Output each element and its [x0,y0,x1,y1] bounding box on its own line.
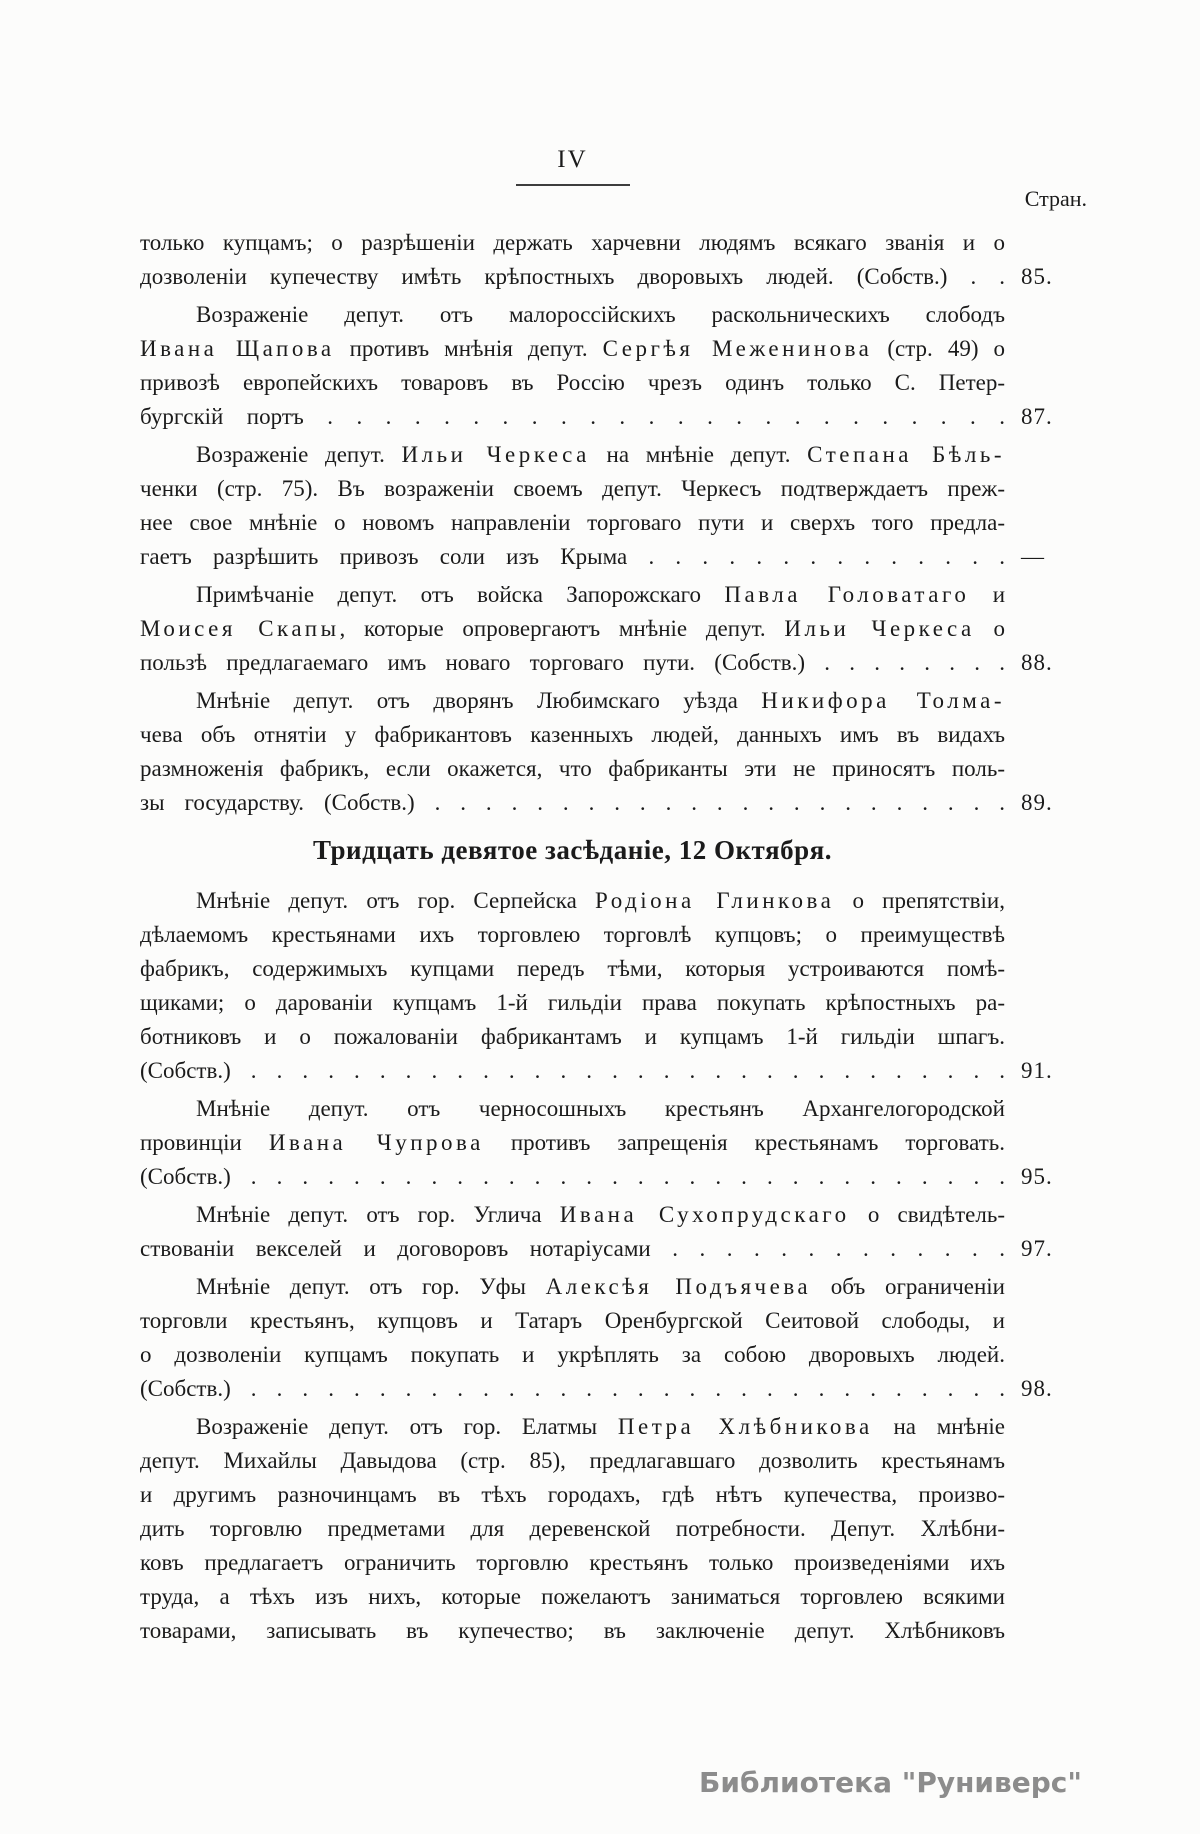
toc-line [140,684,1005,718]
person-name: Никифора Толма- [761,688,1005,713]
toc-line [140,646,1053,680]
toc-entry [140,578,1053,680]
toc-line [140,1444,1005,1478]
person-name: Петра Хлѣбникова [617,1414,873,1439]
header-rule [516,184,630,186]
library-watermark: Библиотека "Руниверс" [698,1766,1082,1799]
toc-line [140,366,1005,400]
toc-line [140,752,1005,786]
line-text: (стр. 49) о [872,336,1006,361]
line-text: Примѣчаніе депут. отъ войска Запорожскаго [196,582,725,607]
line-text: Мнѣніе депут. отъ черносошныхъ крестьянъ Архангелогородской [196,1096,1005,1121]
toc-line [140,578,1005,612]
line-text: (Собств.) . . . . . . . . . . . . . . . . . . . . . . . . . . . . . . [140,1376,1005,1401]
line-text: на мнѣніе [872,1414,1005,1439]
line-text: товарами, записывать въ купечество; въ заключеніе депут. Хлѣбниковъ [140,1618,1005,1643]
toc-entry [140,1410,1005,1648]
toc-line [140,1338,1005,1372]
line-text: и [969,582,1005,607]
toc-entry [140,1092,1053,1194]
line-text: и другимъ разночинцамъ въ тѣхъ городахъ, гдѣ нѣтъ купечества, произво- [140,1482,1005,1507]
person-name: Степана Бѣль- [807,442,1005,467]
line-text: противъ мнѣнія депут. [334,336,603,361]
session-heading: Тридцать девятое засѣданіе, 12 Октября. [313,835,832,865]
toc-line [140,1126,1005,1160]
toc-line [140,226,1005,260]
line-text: противъ запрещенія крестьянамъ торговать. [483,1130,1005,1155]
page-ref: 88. [1021,650,1053,675]
line-text: ботниковъ и о пожалованіи фабрикантамъ и купцамъ 1-й гильдіи шпагъ. [140,1024,1005,1049]
line-text: о дозволеніи купцамъ покупать и укрѣплять за собою дворовыхъ людей. [140,1342,1005,1367]
line-text: , которые опровергаютъ мнѣніе депут. [339,616,785,641]
person-name: Ивана Чупрова [268,1130,484,1155]
toc-line [140,1232,1053,1266]
toc-line [140,718,1005,752]
page-ref: 87. [1021,404,1053,429]
line-text: о [974,616,1006,641]
toc-entry [140,1198,1053,1266]
line-text: Мнѣніе депут. отъ дворянъ Любимскаго уѣзда [196,688,762,713]
toc-line [140,1160,1053,1194]
table-of-contents [140,226,1053,1652]
line-text: бургскій портъ . . . . . . . . . . . . . . . . . . . . . . . . [140,404,1005,429]
page-ref: 97. [1021,1236,1053,1261]
line-text: труда, а тѣхъ изъ нихъ, которые пожелаютъ заниматься торговлею всякими [140,1584,1005,1609]
toc-line [140,1478,1005,1512]
line-text: (Собств.) . . . . . . . . . . . . . . . . . . . . . . . . . . . . . . [140,1058,1005,1083]
line-text: пользѣ предлагаемаго имъ новаго торговаго пути. (Собств.) . . . . . . . . [140,650,1005,675]
person-name: Сергѣя Меженинова [602,336,873,361]
person-name: Ильи Черкеса [784,616,975,641]
toc-line [140,1304,1005,1338]
toc-line [140,1198,1005,1232]
toc-line [140,884,1005,918]
person-name: Павла Головатаго [724,582,970,607]
line-text: фабрикъ, содержимыхъ купцами передъ тѣми, которыя устроиваются помѣ- [140,956,1005,981]
toc-entry [140,298,1053,434]
line-text: на мнѣніе депут. [589,442,808,467]
line-text: зы государству. (Собств.) . . . . . . . . . . . . . . . . . . . . . . . [140,790,1005,815]
page-ref: 89. [1021,790,1053,815]
page-ref: — [1021,544,1045,569]
line-text: о свидѣтель- [849,1202,1006,1227]
toc-line [140,506,1005,540]
toc-line [140,986,1005,1020]
line-text: о препятствіи, [834,888,1005,913]
toc-line [140,1512,1005,1546]
toc-line [140,786,1053,820]
person-name: Родіона Глинкова [595,888,835,913]
page-ref: 95. [1021,1164,1053,1189]
line-text: (Собств.) . . . . . . . . . . . . . . . . . . . . . . . . . . . . . . [140,1164,1005,1189]
toc-entry [140,1270,1053,1406]
line-text: дить торговлю предметами для деревенской потребности. Депут. Хлѣбни- [140,1516,1005,1541]
toc-line [140,1054,1053,1088]
line-text: привозѣ европейскихъ товаровъ въ Россію чрезъ одинъ только С. Петер- [140,370,1005,395]
toc-line [140,298,1005,332]
toc-line [140,260,1053,294]
page-ref: 85. [1021,264,1053,289]
toc-line [140,1546,1005,1580]
line-text: Мнѣніе депут. отъ гор. Углича [196,1202,560,1227]
line-text: нее свое мнѣніе о новомъ направленіи торговаго пути и сверхъ того предла- [140,510,1005,535]
line-text: ствованіи векселей и договоровъ нотаріусами . . . . . . . . . . . . . [140,1236,1005,1261]
line-text: Возраженіе депут. отъ малороссійскихъ раскольническихъ слободъ [196,302,1005,327]
line-text: провинціи [140,1130,269,1155]
page-number-roman: IV [557,146,588,173]
toc-entry [140,226,1053,294]
line-text: объ ограниченіи [811,1274,1005,1299]
toc-entry [140,438,1045,574]
toc-line [140,400,1053,434]
line-text: дозволеніи купечеству имѣть крѣпостныхъ дворовыхъ людей. (Собств.) . . [140,264,1005,289]
person-name: Ивана Сухопрудскаго [559,1202,850,1227]
line-text: чева объ отнятіи у фабрикантовъ казенныхъ людей, данныхъ имъ въ видахъ [140,722,1005,747]
page-ref: 91. [1021,1058,1053,1083]
toc-line [140,1410,1005,1444]
toc-line [140,1270,1005,1304]
toc-line [140,1372,1053,1406]
line-text: Мнѣніе депут. отъ гор. Серпейска [196,888,596,913]
toc-line [140,472,1005,506]
line-text: дѣлаемомъ крестьянами ихъ торговлею торговлѣ купцовъ; о преимуществѣ [140,922,1005,947]
toc-line [140,540,1045,574]
toc-line [140,332,1005,366]
line-text: Возраженіе депут. отъ гор. Елатмы [196,1414,618,1439]
person-name: Алексѣя Подъячева [545,1274,812,1299]
line-text: только купцамъ; о разрѣшеніи держать харчевни людямъ всякаго званія и о [140,230,1005,255]
person-name: Ильи Черкеса [401,442,590,467]
person-name: Моисея Скапы [140,616,340,641]
line-text: размноженія фабрикъ, если окажется, что фабриканты эти не приносятъ поль- [140,756,1005,781]
toc-line [140,612,1005,646]
line-text: торговли крестьянъ, купцовъ и Татаръ Оренбургской Сеитовой слободы, и [140,1308,1005,1333]
line-text: Мнѣніе депут. отъ гор. Уфы [196,1274,546,1299]
toc-line [140,918,1005,952]
person-name: Ивана Щапова [140,336,335,361]
toc-entry [140,884,1053,1088]
toc-line [140,438,1005,472]
toc-line [140,1020,1005,1054]
toc-line [140,1580,1005,1614]
line-text: депут. Михайлы Давыдова (стр. 85), предлагавшаго дозволить крестьянамъ [140,1448,1005,1473]
line-text: гаетъ разрѣшить привозъ соли изъ Крыма . . . . . . . . . . . . . . [140,544,1005,569]
toc-line [140,1614,1005,1648]
line-text: Возраженіе депут. [196,442,402,467]
line-text: ченки (стр. 75). Въ возраженіи своемъ депут. Черкесъ подтверждаетъ преж- [140,476,1005,501]
page-column-label: Стран. [1024,186,1087,211]
toc-line [140,1092,1005,1126]
toc-line [140,952,1005,986]
page-ref: 98. [1021,1376,1053,1401]
toc-entry [140,684,1053,820]
line-text: щиками; о дарованіи купцамъ 1-й гильдіи права покупать крѣпостныхъ ра- [140,990,1005,1015]
line-text: ковъ предлагаетъ ограничить торговлю крестьянъ только произведеніями ихъ [140,1550,1005,1575]
